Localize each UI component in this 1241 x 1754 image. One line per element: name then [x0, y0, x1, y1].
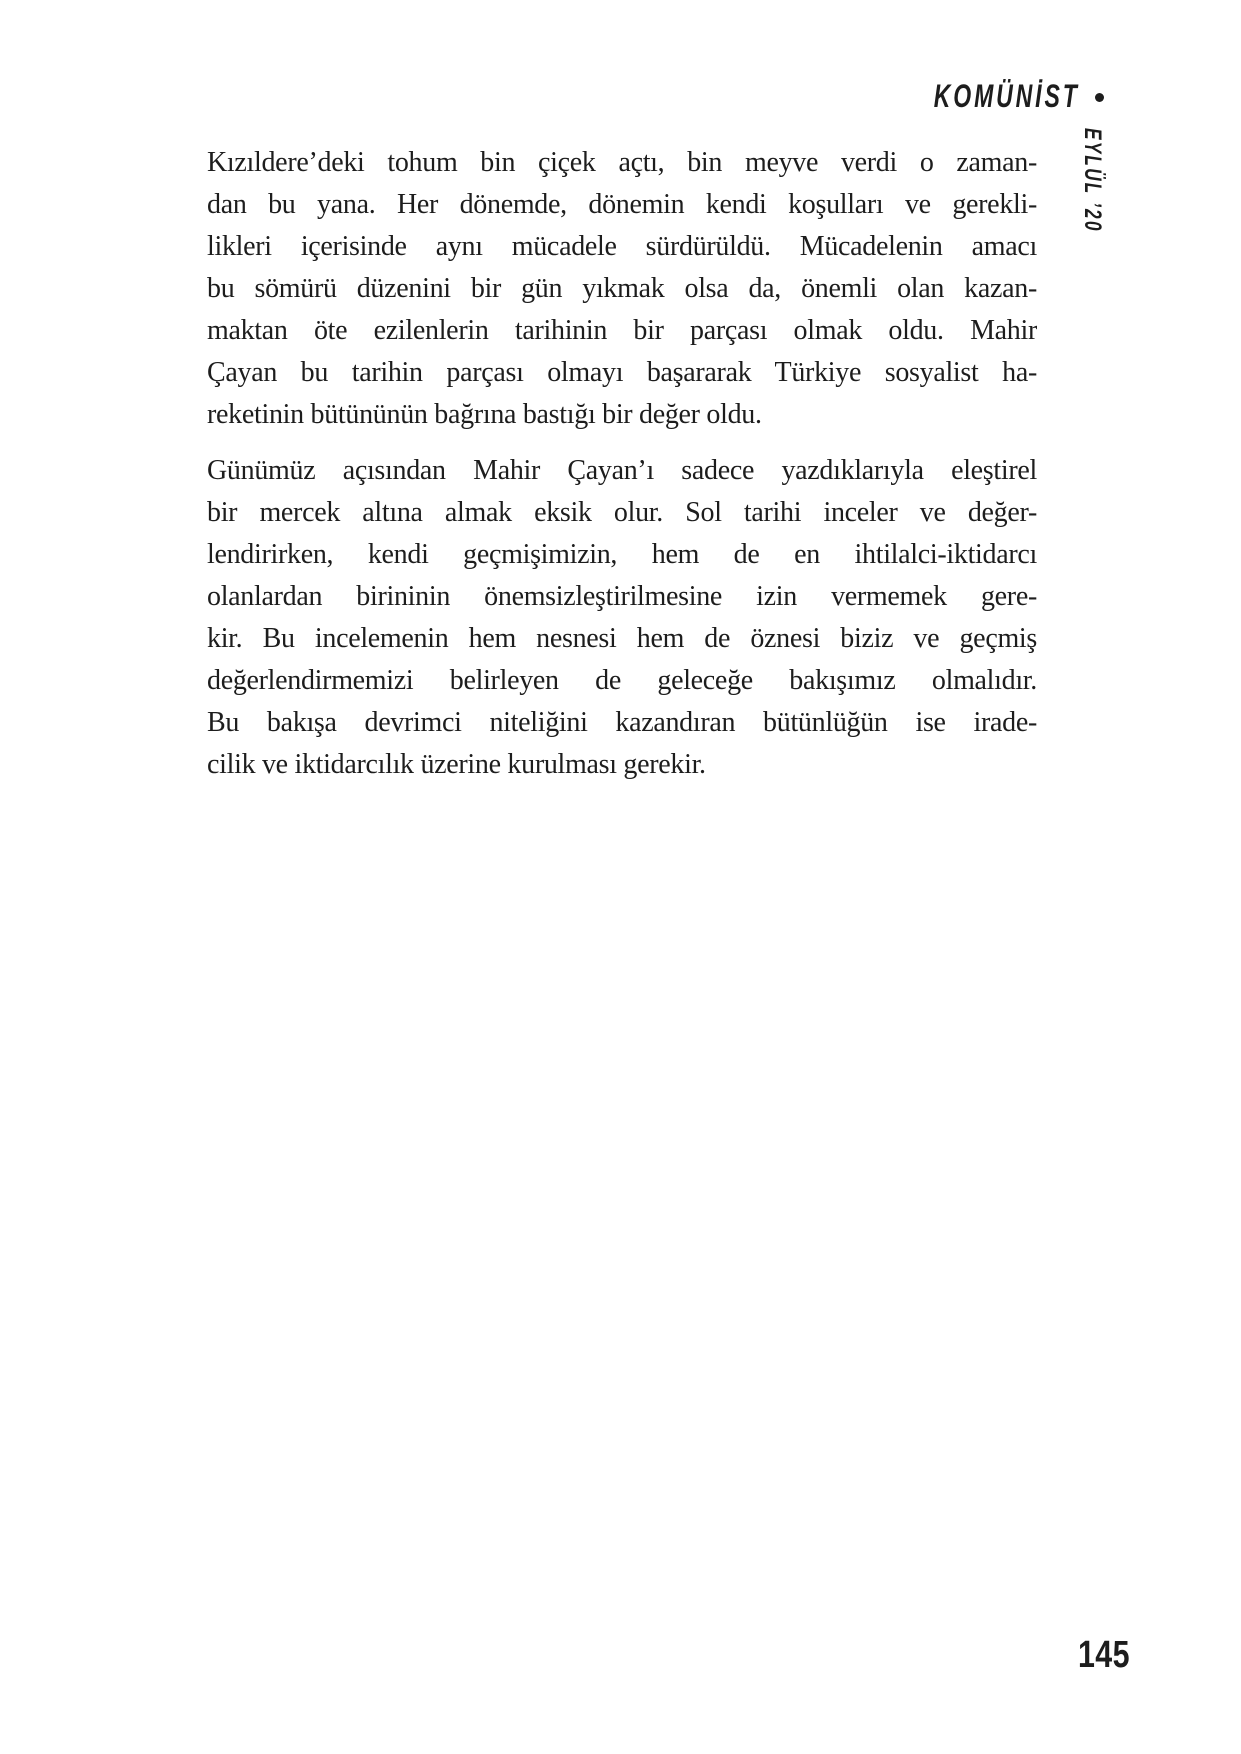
text-line: reketinin bütününün bağrına bastığı bir değer oldu. — [207, 399, 762, 430]
text-line: Kızıldere’deki tohum bin çiçek açtı, bin meyve verdi o zaman- — [207, 147, 1037, 178]
text-line: lendirirken, kendi geçmişimizin, hem de en ihtilalci-iktidarcı — [207, 539, 1037, 570]
issue-date-vertical-label: EYLÜL ’20 — [1079, 128, 1106, 233]
journal-title: KOMÜNİST — [934, 78, 1080, 114]
text-line: bir mercek altına almak eksik olur. Sol tarihi inceler ve değer- — [207, 497, 1037, 528]
text-line: kir. Bu incelemenin hem nesnesi hem de öznesi biziz ve geçmiş — [207, 623, 1037, 654]
paragraph-2 — [207, 450, 1037, 786]
bullet-icon — [1095, 93, 1104, 102]
text-line: dan bu yana. Her dönemde, dönemin kendi koşulları ve gerekli- — [207, 189, 1037, 220]
text-line: bu sömürü düzenini bir gün yıkmak olsa da, önemli olan kazan- — [207, 273, 1037, 304]
text-line: Bu bakışa devrimci niteliğini kazandıran bütünlüğün ise irade- — [207, 707, 1037, 738]
text-line: maktan öte ezilenlerin tarihinin bir parçası olmak oldu. Mahir — [207, 315, 1037, 346]
page-number: 145 — [1078, 1634, 1130, 1676]
journal-header — [877, 80, 1104, 112]
text-line: olanlardan birininin önemsizleştirilmesine izin vermemek gere- — [207, 581, 1037, 612]
text-line: değerlendirmemizi belirleyen de geleceğe bakışımız olmalıdır. — [207, 665, 1037, 696]
body-text — [207, 142, 1037, 800]
text-line: Günümüz açısından Mahir Çayan’ı sadece yazdıklarıyla eleştirel — [207, 455, 1037, 486]
paragraph-1 — [207, 142, 1037, 436]
text-line: Çayan bu tarihin parçası olmayı başararak Türkiye sosyalist ha- — [207, 357, 1037, 388]
text-line: likleri içerisinde aynı mücadele sürdürüldü. Mücadelenin amacı — [207, 231, 1037, 262]
text-line: cilik ve iktidarcılık üzerine kurulması gerekir. — [207, 749, 706, 780]
